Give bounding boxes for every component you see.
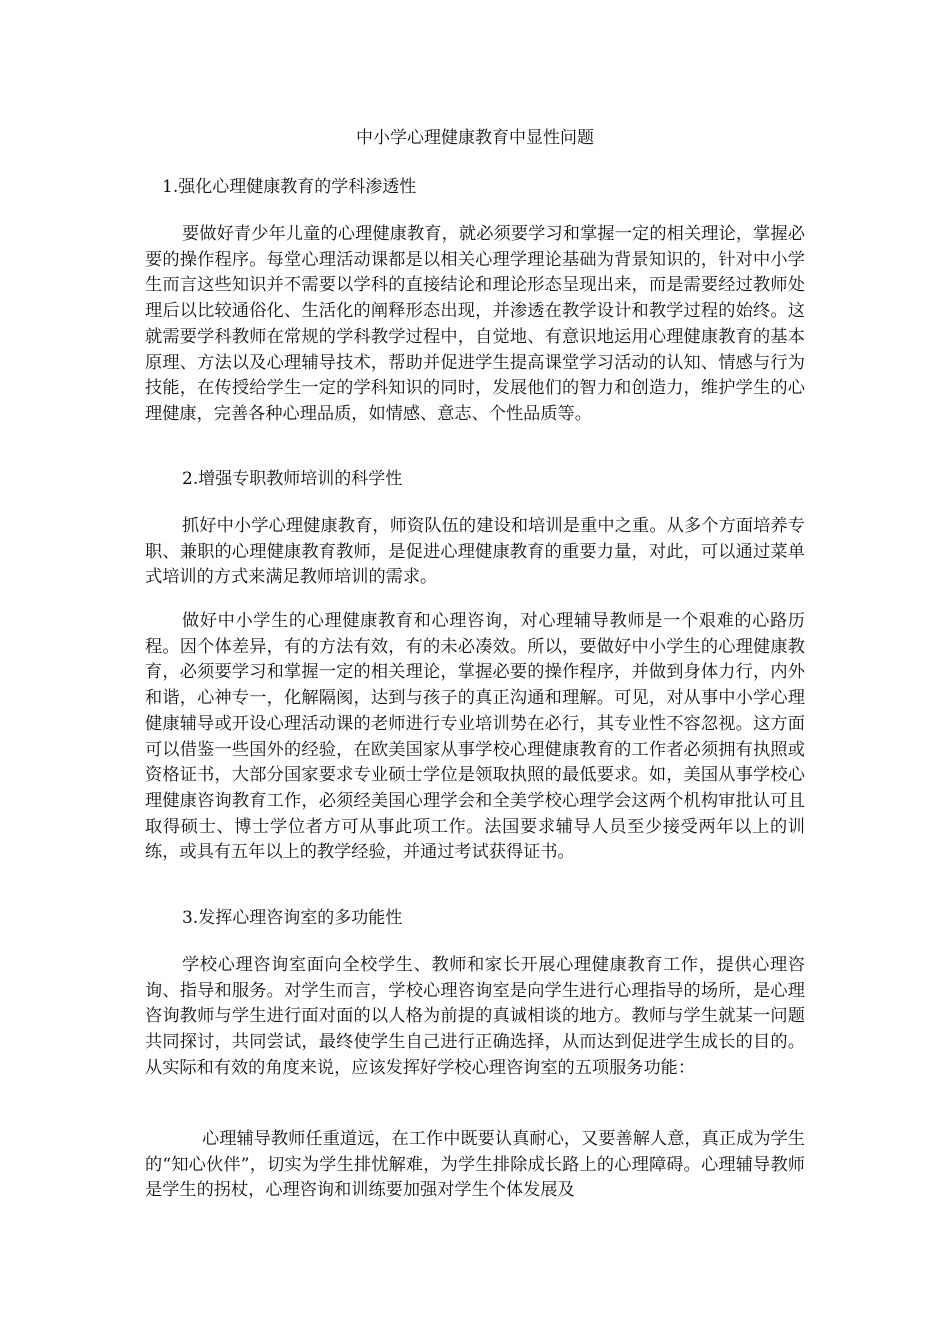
section-heading-1: 1.强化心理健康教育的学科渗透性	[162, 177, 417, 197]
document-title: 中小学心理健康教育中显性问题	[356, 128, 594, 148]
section-heading-3: 3.发挥心理咨询室的多功能性	[182, 908, 403, 928]
section-heading-2: 2.增强专职教师培训的科学性	[182, 469, 403, 489]
paragraph-2-2: 做好中小学生的心理健康教育和心理咨询，对心理辅导教师是一个艰难的心路历程。因个体差异，有的方法有效，有的未必凑效。所以，要做好中小学生的心理健康教育，必须要学习和掌握一定的相关理论，掌握必要的操作程序，并做到身体力行，内外和谐，心神专一，化解隔阂，达到与孩子的真正沟通和理解。可见，对从事中小学心理健康辅导或开设心理活动课的老师进行专业培训势在必行，其专业性不容忽视。这方面可以借鉴一些国外的经验，在欧美国家从事学校心理健康教育的工作者必须拥有执照或资格证书，大部分国家要求专业硕士学位是领取执照的最低要求。如，美国从事学校心理健康咨询教育工作，必须经美国心理学会和全美学校心理学会这两个机构审批认可且取得硕士、博士学位者方可从事此项工作。法国要求辅导人员至少接受两年以上的训练，或具有五年以上的教学经验，并通过考试获得证书。	[145, 611, 805, 863]
paragraph-1-1: 要做好青少年儿童的心理健康教育，就必须要学习和掌握一定的相关理论，掌握必要的操作程序。每堂心理活动课都是以相关心理学理论基础为背景知识的，针对中小学生而言这些知识并不需要以学科的直接结论和理论形态呈现出来，而是需要经过教师处理后以比较通俗化、生活化的阐释形态出现，并渗透在教学设计和教学过程的始终。这就需要学科教师在常规的学科教学过程中，自觉地、有意识地运用心理健康教育的基本原理、方法以及心理辅导技术，帮助并促进学生提高课堂学习活动的认知、情感与行为技能，在传授给学生一定的学科知识的同时，发展他们的智力和创造力，维护学生的心理健康，完善各种心理品质，如情感、意志、个性品质等。	[145, 224, 805, 424]
paragraph-3-1: 学校心理咨询室面向全校学生、教师和家长开展心理健康教育工作，提供心理咨询、指导和服务。对学生而言，学校心理咨询室是向学生进行心理指导的场所，是心理咨询教师与学生进行面对面的以人格为前提的真诚相谈的地方。教师与学生就某一问题共同探讨，共同尝试，最终使学生自己进行正确选择，从而达到促进学生成长的目的。从实际和有效的角度来说，应该发挥好学校心理咨询室的五项服务功能：	[145, 955, 805, 1078]
paragraph-3-2: 心理辅导教师任重道远，在工作中既要认真耐心，又要善解人意，真正成为学生的“知心伙伴”，切实为学生排忧解难，为学生排除成长路上的心理障碍。心理辅导教师是学生的拐杖，心理咨询和训练要加强对学生个体发展及	[145, 1129, 805, 1201]
paragraph-2-1: 抓好中小学心理健康教育，师资队伍的建设和培训是重中之重。从多个方面培养专职、兼职的心理健康教育教师，是促进心理健康教育的重要力量，对此，可以通过菜单式培训的方式来满足教师培训的需求。	[145, 516, 805, 588]
